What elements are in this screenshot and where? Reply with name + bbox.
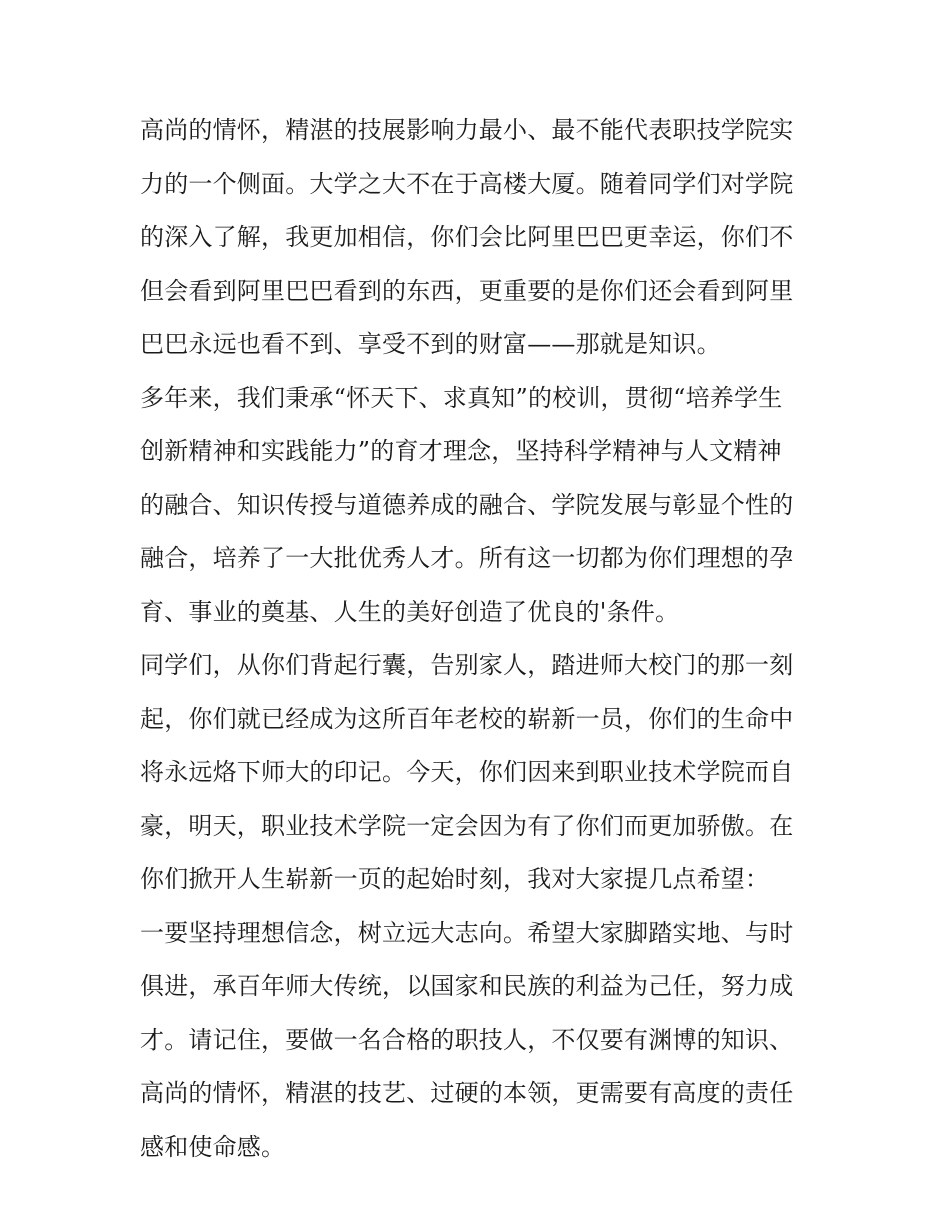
text-line: 同学们，从你们背起行囊，告别家人，踏进师大校门的那一刻 xyxy=(140,651,794,679)
text-line: 巴巴永远也看不到、享受不到的财富——那就是知识。 xyxy=(140,330,721,358)
document-body xyxy=(140,104,812,1174)
text-line: 豪，明天，职业技术学院一定会因为有了你们而更加骄傲。在 xyxy=(140,811,794,840)
text-line: 俱进，承百年师大传统，以国家和民族的利益为己任，努力成 xyxy=(140,972,794,1000)
text-line: 你们掀开人生崭新一页的起始时刻，我对大家提几点希望： xyxy=(140,865,770,893)
text-line: 但会看到阿里巴巴看到的东西，更重要的是你们还会看到阿里 xyxy=(140,276,794,305)
text-line: 将永远烙下师大的印记。今天，你们因来到职业技术学院而自 xyxy=(140,758,794,786)
text-line: 高尚的情怀，精湛的技艺、过硬的本领，更需要有高度的责任 xyxy=(140,1079,794,1107)
text-line: 的深入了解，我更加相信，你们会比阿里巴巴更幸运，你们不 xyxy=(140,223,794,251)
text-line: 育、事业的奠基、人生的美好创造了优良的'条件。 xyxy=(140,597,680,626)
text-line: 一要坚持理想信念，树立远大志向。希望大家脚踏实地、与时 xyxy=(140,918,794,947)
text-line: 创新精神和实践能力”的育才理念，坚持科学精神与人文精神 xyxy=(140,437,782,465)
text-line: 的融合、知识传授与道德养成的融合、学院发展与彰显个性的 xyxy=(140,490,794,519)
text-line: 起，你们就已经成为这所百年老校的崭新一员，你们的生命中 xyxy=(140,704,794,733)
text-line: 融合，培养了一大批优秀人才。所有这一切都为你们理想的孕 xyxy=(140,544,794,572)
text-line: 才。请记住，要做一名合格的职技人，不仅要有渊博的知识、 xyxy=(140,1025,794,1054)
text-line: 力的一个侧面。大学之大不在于高楼大厦。随着同学们对学院 xyxy=(140,169,794,198)
text-line: 多年来，我们秉承“怀天下、求真知”的校训，贯彻“培养学生 xyxy=(140,383,783,412)
text-line: 高尚的情怀，精湛的技展影响力最小、最不能代表职技学院实 xyxy=(140,116,794,144)
text-line: 感和使命感。 xyxy=(140,1132,286,1161)
